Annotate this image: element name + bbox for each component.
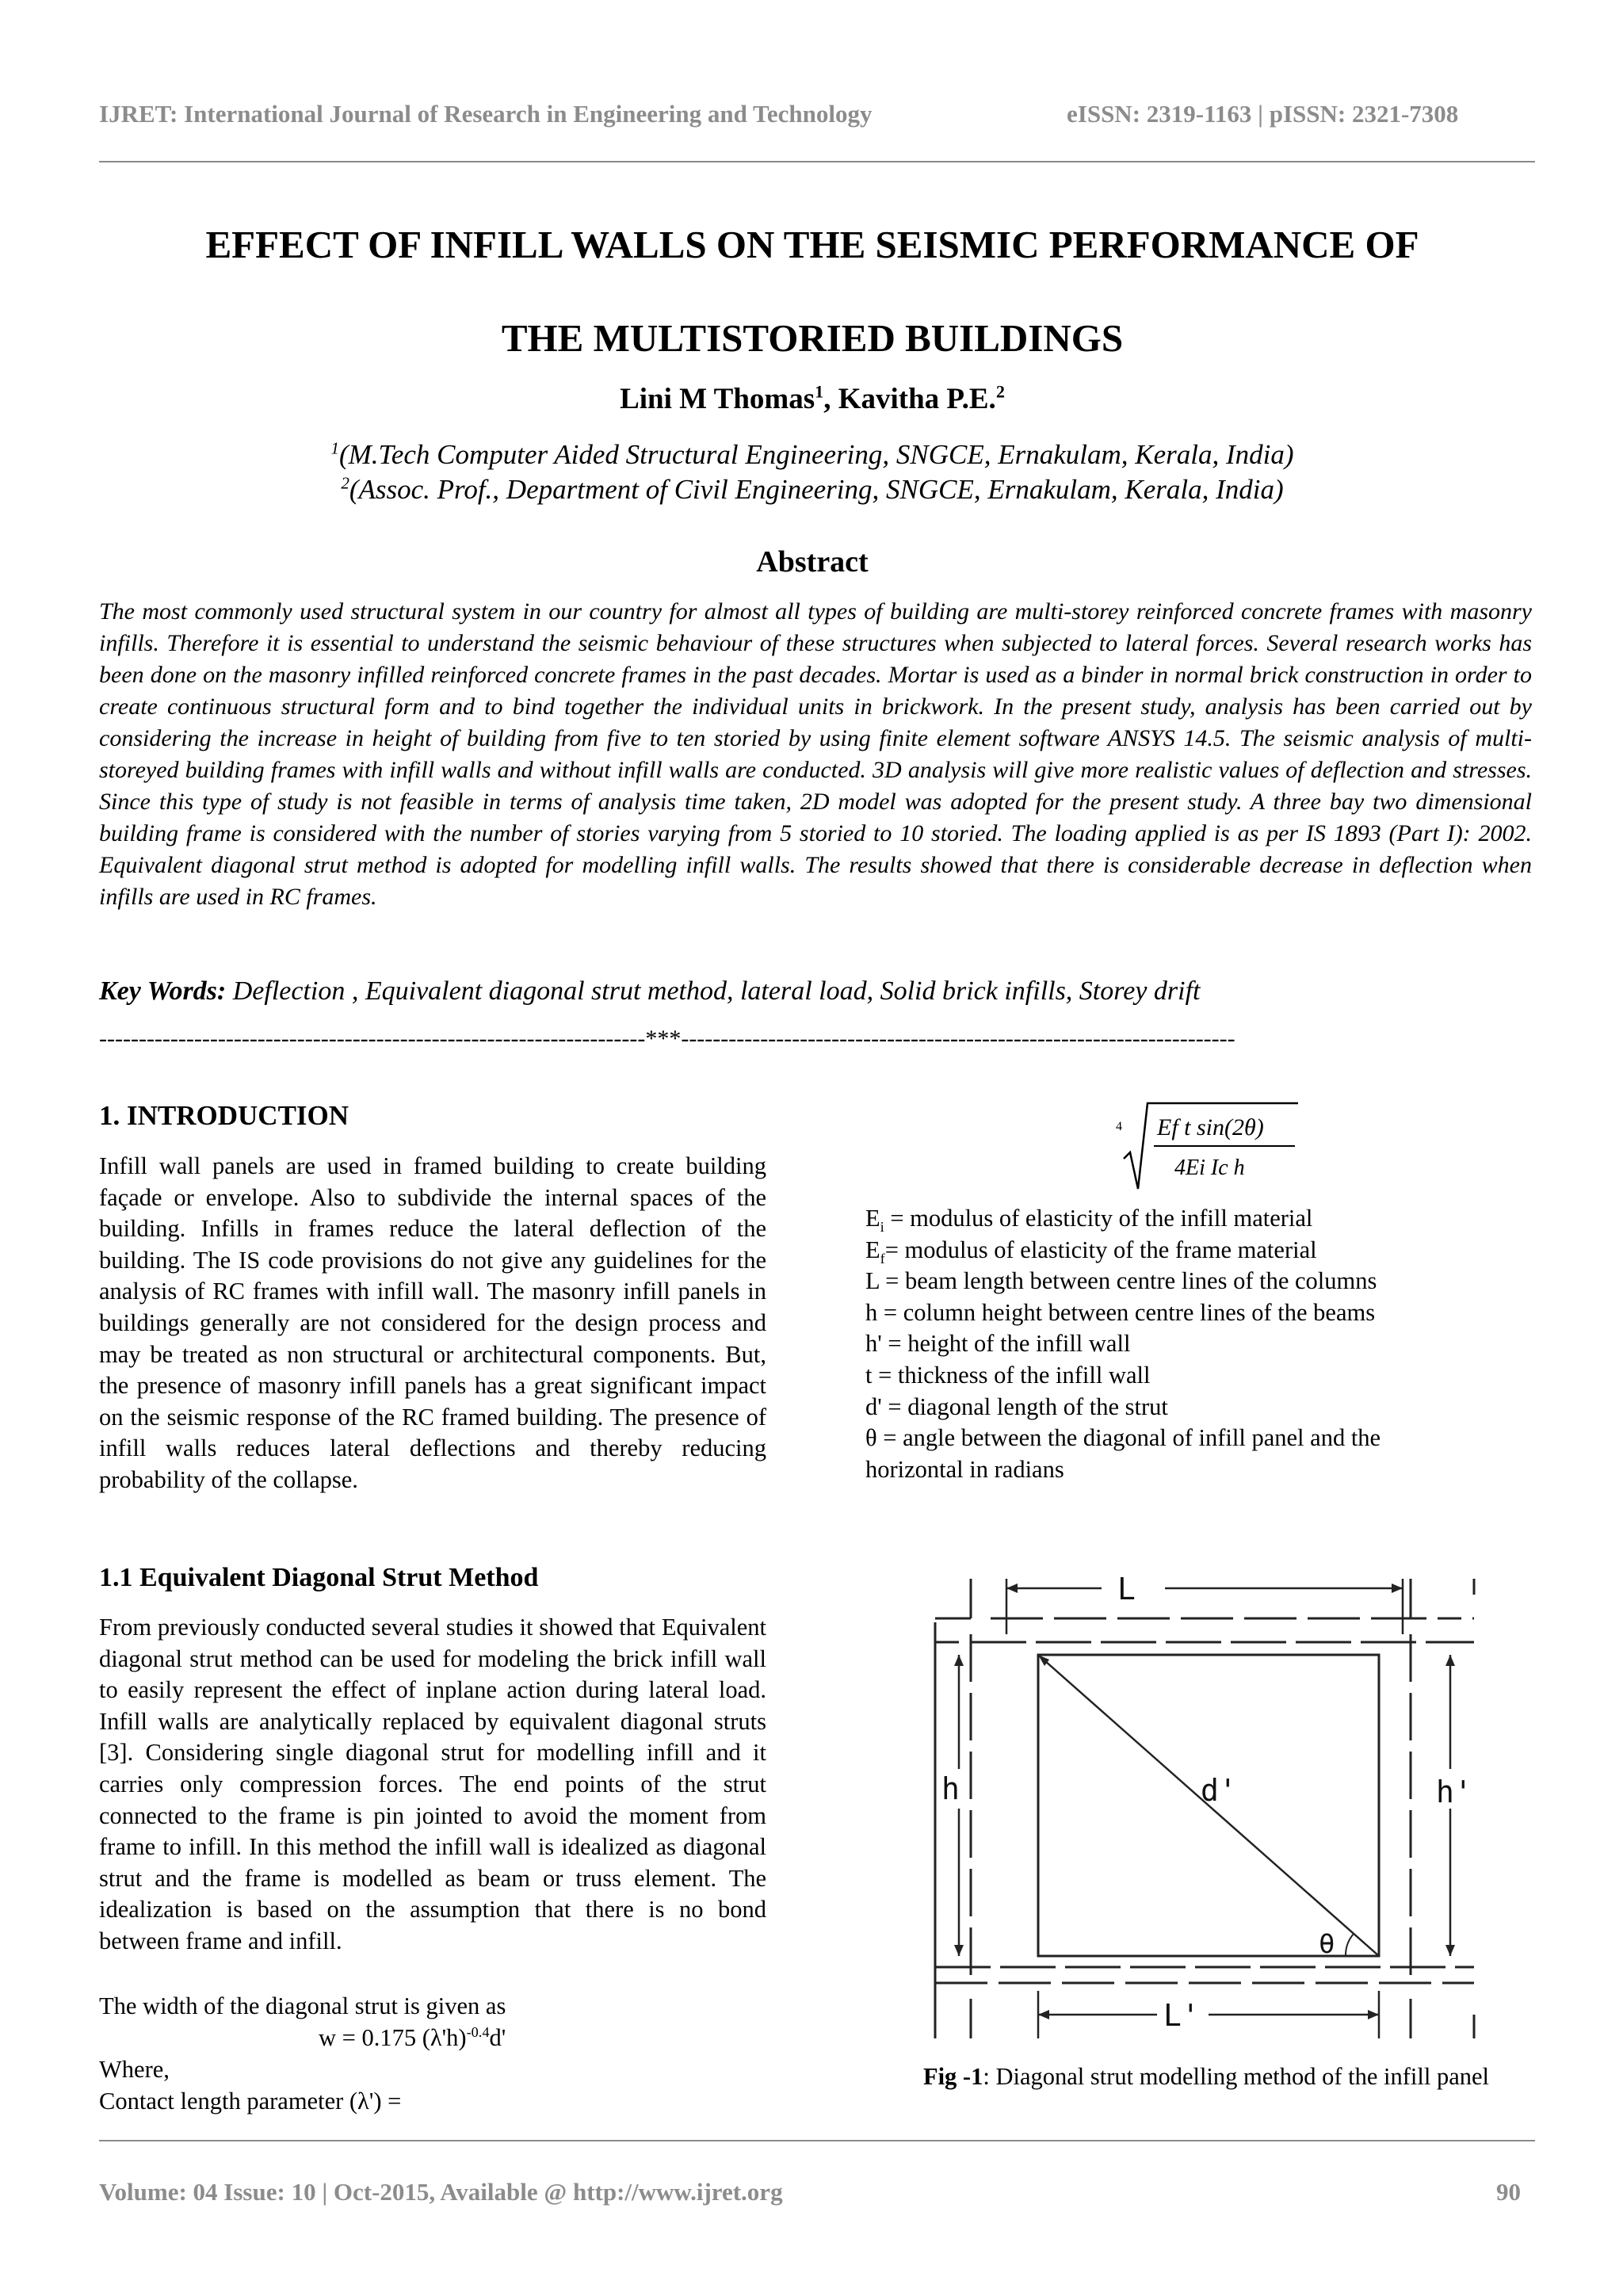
paper-title [99,198,1526,385]
author-2: Kavitha P.E. [838,383,996,415]
theta-arc [1346,1934,1354,1956]
author-2-sup: 2 [995,381,1005,402]
keywords-text: Deflection , Equivalent diagonal strut method, lateral load, Solid brick infills, Storey drift [226,976,1201,1006]
affiliation-2-sup: 2 [341,473,349,493]
definition-d-prime: d' = diagonal length of the strut [865,1392,1168,1420]
author-1: Lini M Thomas [620,383,815,415]
affiliation-2 [99,473,1526,506]
title-line-2: THE MULTISTORIED BUILDINGS [501,316,1124,360]
keywords-label: Key Words: [99,976,227,1006]
definition-theta-cont: horizontal in radians [865,1455,1064,1483]
title-line-1: EFFECT OF INFILL WALLS ON THE SEISMIC PERFORMANCE OF [205,223,1419,266]
equation-lhs: w = 0.175 (λ'h) [319,2024,467,2051]
affiliation-1-sup: 1 [330,438,339,458]
label-theta: θ [1319,1928,1335,1960]
intro-text: Infill wall panels are used in framed building to create building façade or envelope. Also to subdivide the internal spaces of the building. Infills in frames reduce the lateral deflection of the building. The IS code provisions do not give any guidelines for the analysis of RC frames with infill wall. The masonry infill panels in buildings generally are not considered for the design process and may be treated as non structural or architectural components. But, the presence of masonry infill panels has a great significant impact on the seismic response of the RC framed building. The presence of infill walls reduces lateral deflections and thereby reducing probability of the collapse. [99,1152,766,1493]
symbol-definitions [865,1203,1547,1485]
intro-heading: 1. INTRODUCTION [99,1100,349,1131]
root-index: 4 [1116,1120,1122,1133]
issn-header: eISSN: 2319-1163 | pISSN: 2321-7308 [1067,100,1459,128]
strut-width-equation [319,2023,506,2054]
header-rule [99,161,1535,162]
figure-caption [865,2063,1547,2091]
strut-width-line: The width of the diagonal strut is given as [99,1992,506,2019]
authors [99,382,1526,416]
definition-ef: $E_f=$ modulus of elasticity of the frame material [865,1236,1317,1266]
label-l: L [1117,1572,1136,1606]
affiliation-1-text: (M.Tech Computer Aided Structural Engineering, SNGCE, Ernakulam, Kerala, India) [339,439,1294,470]
label-h-prime: h' [1436,1775,1472,1809]
caption-text: : Diagonal strut modelling method of the infill panel [983,2063,1490,2090]
author-separator: , [823,383,838,415]
affiliation-2-text: (Assoc. Prof., Department of Civil Engineering, SNGCE, Ernakulam, Kerala, India) [349,474,1284,505]
page-number: 90 [1496,2178,1521,2206]
strut-text: From previously conducted several studies it showed that Equivalent diagonal strut method can be used for modeling the brick infill wall to easily represent the effect of inplane action during lateral load. Infill walls are analytically replaced by equivalent diagonal struts [3]. Considering single diagonal strut for modelling infill and it carries only compression forces. The end points of the strut connected to the frame is pin jointed to avoid the moment from frame to infill. In this method the infill wall is idealized as diagonal strut and the frame is modelled as beam or truss element. The idealization is based on the assumption that there is no bond between frame and infill. [99,1614,766,1954]
affiliation-1 [99,438,1526,472]
frame-outer-lines [935,1579,1474,2038]
footer-volume: Volume: 04 Issue: 10 | Oct-2015, Available @ http://www.ijret.org [99,2178,783,2206]
section-separator: ---------------------------------------------------------------------***---------------------------------------------------------------------- [99,1026,1235,1052]
author-1-sup: 1 [815,381,824,402]
formula-numerator: Ef t sin(2θ) [1157,1114,1264,1140]
equation-exponent: -0.4 [466,2023,490,2040]
abstract-heading: Abstract [756,545,869,579]
label-l-prime: L' [1163,1998,1200,2033]
definition-t: t = thickness of the infill wall [865,1361,1151,1389]
definition-l: L = beam length between centre lines of the columns [865,1267,1377,1295]
caption-label: Fig -1 [922,2063,983,2090]
contact-length-label: Contact length parameter (λ') = [99,2088,402,2115]
equation-rhs: d' [489,2024,506,2051]
definition-theta: θ = angle between the diagonal of infill panel and the [865,1424,1381,1452]
abstract-text: The most commonly used structural system in our country for almost all types of building are multi-storey reinforced concrete frames with masonry infills. Therefore it is essential to understand the seismic behaviour of these structures when subjected to lateral forces. Several research works has been done on the masonry infilled reinforced concrete frames in the past decades. Mortar is used as a binder in normal brick construction in order to create continuous structural form and to bind together the individual units in brickwork. In the present study, analysis has been carried out by considering the increase in height of building from five to ten storied by using finite element software ANSYS 14.5. The seismic analysis of multi-storeyed building frames with infill walls and without infill walls are conducted. 3D analysis will give more realistic values of deflection and stresses. Since this type of study is not feasible in terms of analysis time taken, 2D model was adopted for the present study. A three bay two dimensional building frame is considered with the number of stories varying from 5 storied to 10 storied. The loading applied is as per IS 1893 (Part I): 2002. Equivalent diagonal strut method is adopted for modelling infill walls. The results showed that there is considerable decrease in deflection when infills are used in RC frames. [99,598,1532,910]
label-d-prime: d' [1201,1773,1237,1808]
formula-denominator: 4Ei Ic h [1174,1156,1245,1180]
label-h: h [941,1771,960,1806]
definition-h-prime: h' = height of the infill wall [865,1330,1131,1358]
where-label: Where, [99,2056,170,2083]
definition-ei: $E_i$ = modulus of elasticity of the infill material [865,1205,1313,1236]
keywords [99,976,1533,1007]
strut-diagram [927,1571,1482,2046]
contact-length-formula [1111,1100,1301,1192]
strut-heading: 1.1 Equivalent Diagonal Strut Method [99,1563,539,1592]
definition-h: h = column height between centre lines of the beams [865,1298,1376,1326]
footer-rule [99,2140,1535,2141]
journal-header: IJRET: International Journal of Research in Engineering and Technology [99,100,873,128]
